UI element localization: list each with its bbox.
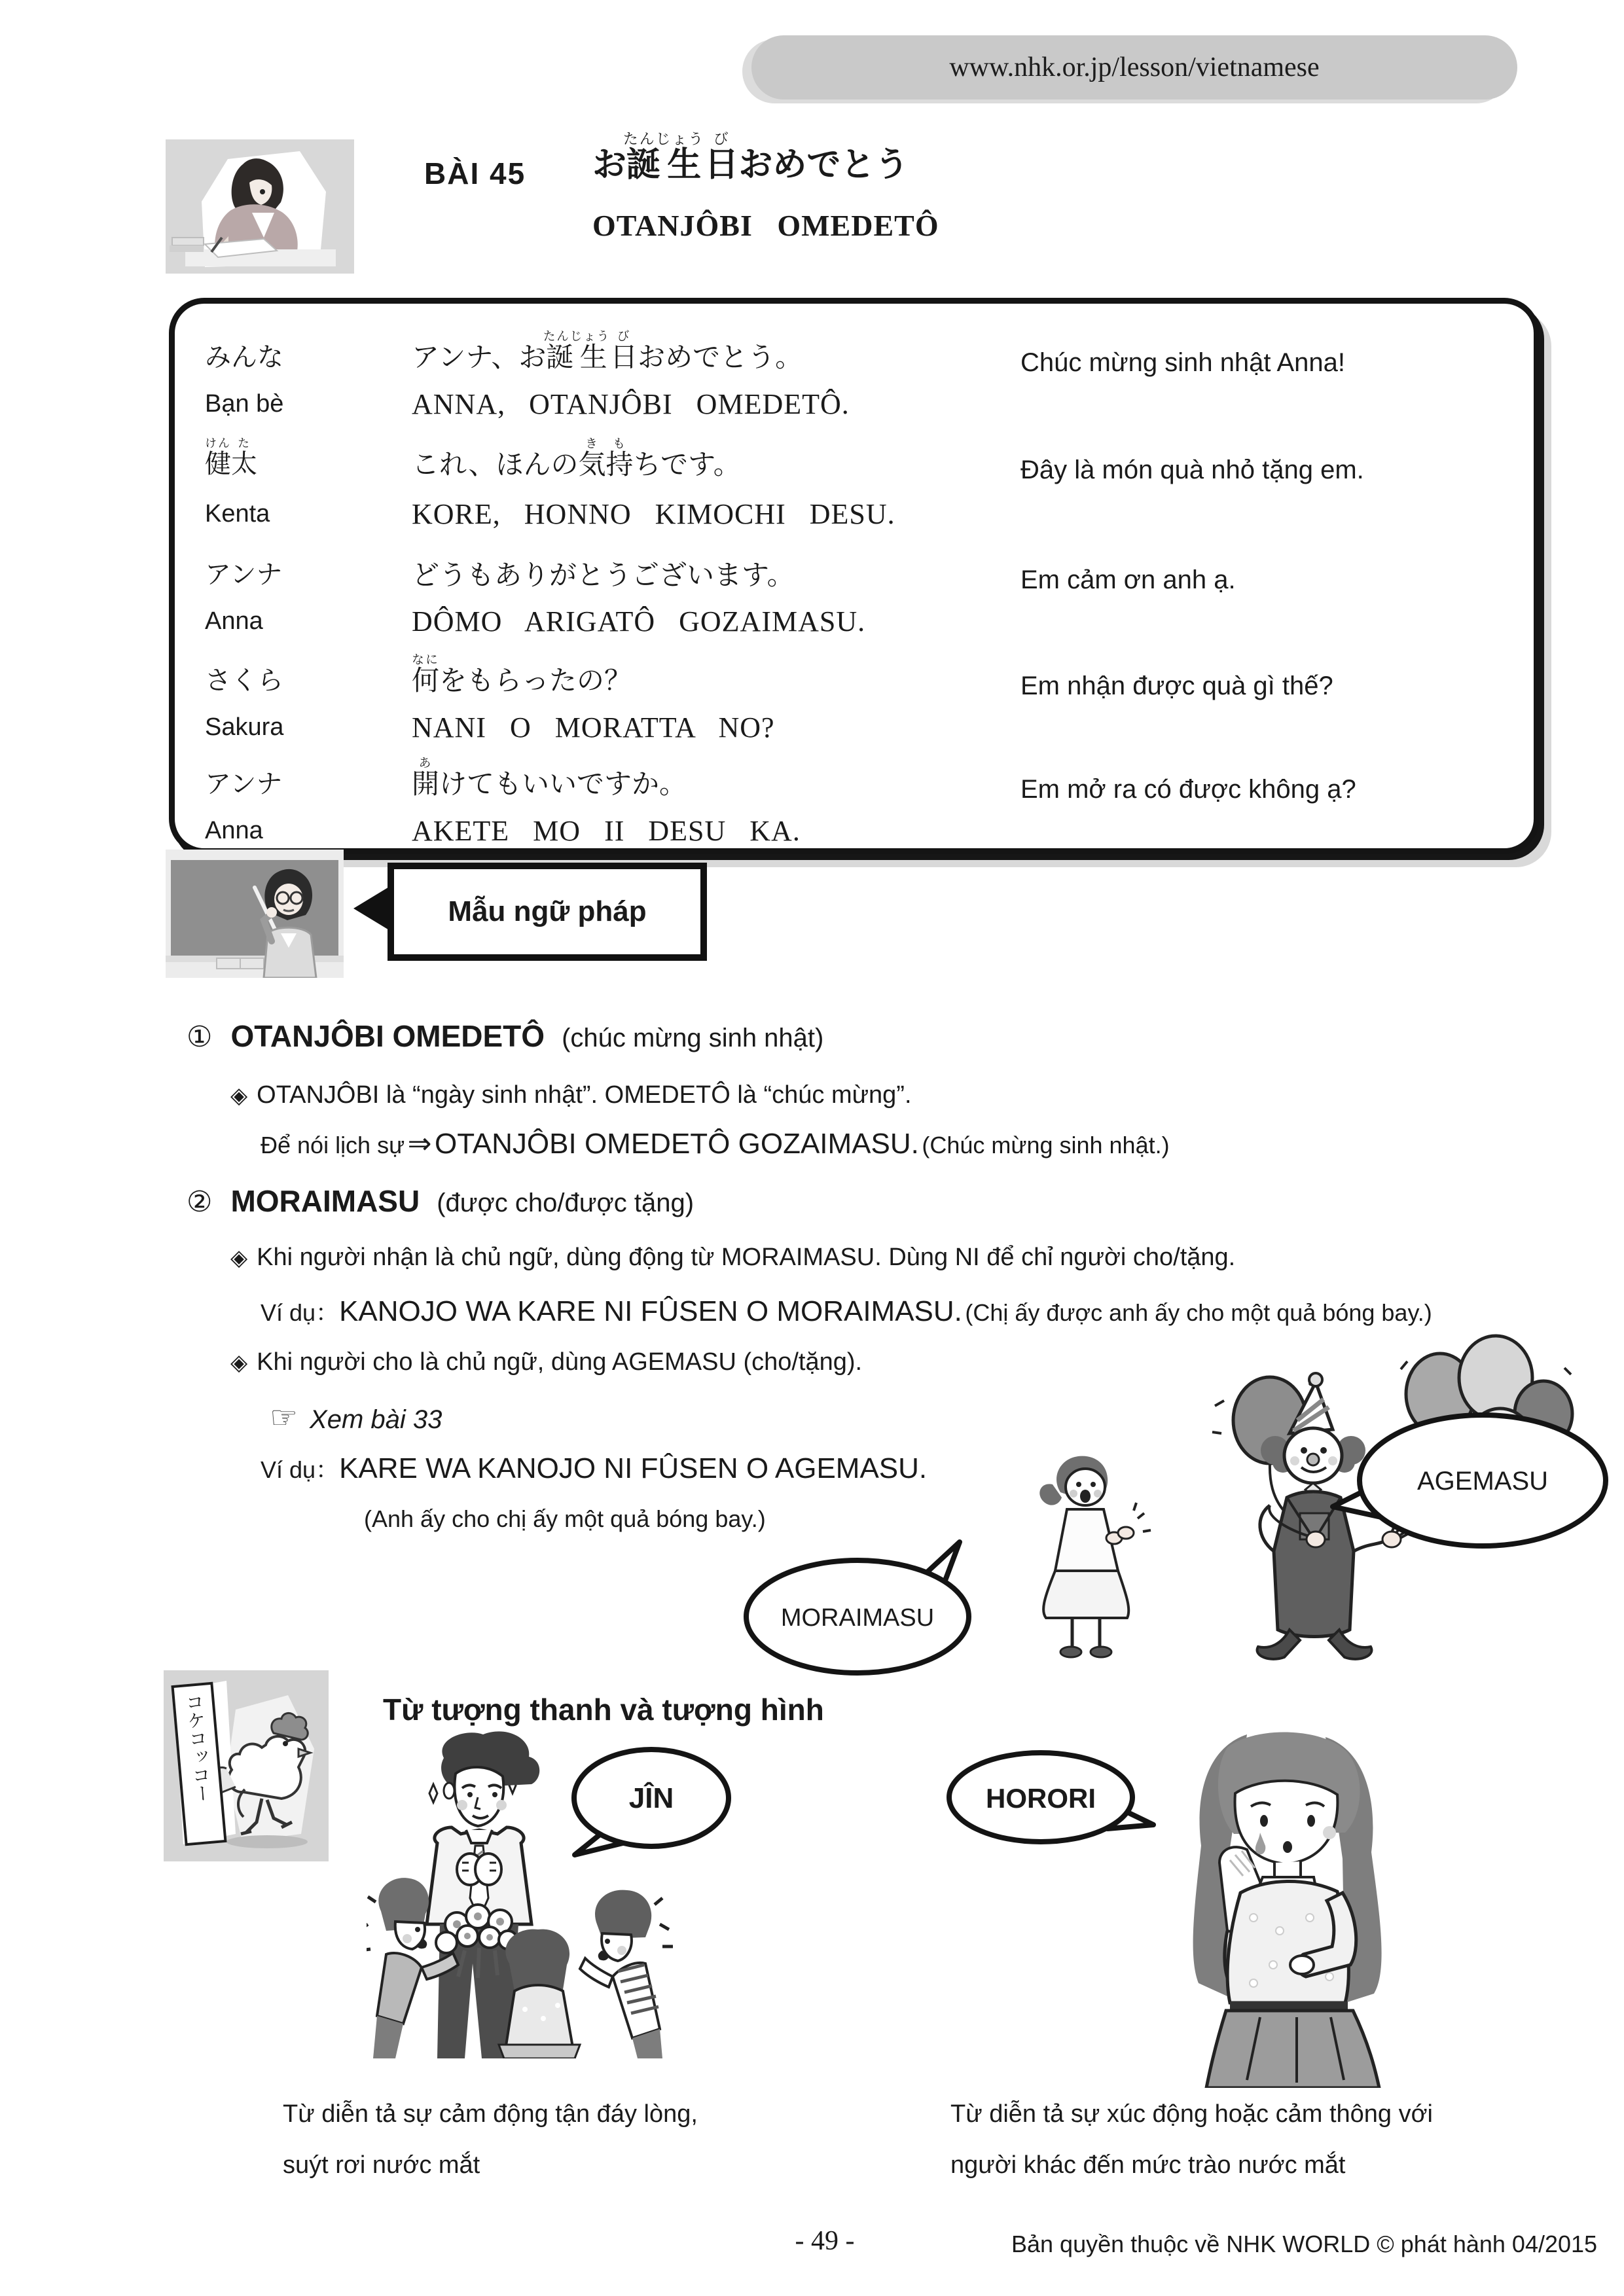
example-label: Ví dụ： [261, 1299, 340, 1326]
reference-text: Xem bài 33 [310, 1405, 442, 1434]
onomatopoeia-header: Từ tượng thanh và tượng hình [383, 1693, 824, 1727]
chicken-illustration [164, 1670, 329, 1861]
dialog-box [169, 298, 1540, 854]
speaker-japanese: アンナ [205, 769, 283, 799]
dialog-line-romaji: DÔMO ARIGATÔ GOZAIMASU. [412, 605, 866, 637]
moraimasu-speech-bubble [740, 1537, 988, 1677]
jin-label: JÎN [628, 1782, 674, 1814]
agemasu-label: AGEMASU [1416, 1467, 1549, 1496]
moraimasu-label: MORAIMASU [780, 1604, 935, 1632]
crying-woman-art [1149, 1721, 1430, 2088]
caption-jin-line1: Từ diễn tả sự cảm động tận đáy lòng, [283, 2100, 698, 2128]
example-sentence: KARE WA KANOJO NI FÛSEN O AGEMASU. [339, 1452, 928, 1484]
grammar-section-bubble [388, 863, 707, 961]
reference-line [270, 1399, 442, 1436]
jin-bubble-art [563, 1742, 733, 1863]
writer-girl-art [166, 139, 354, 274]
copyright-notice: Bản quyền thuộc về NHK WORLD © phát hành 04/2015 [1011, 2231, 1598, 2257]
grammar-bullet [230, 1081, 912, 1109]
circled-number-2: ② [187, 1186, 213, 1218]
speaker-latin: Anna [205, 607, 263, 635]
teacher-illustration [166, 850, 344, 978]
example-line-agemasu [261, 1452, 927, 1485]
site-url-pill [751, 35, 1517, 99]
speaker-japanese: アンナ [205, 560, 283, 590]
teacher-art [166, 850, 344, 978]
dialog-line-romaji: AKETE MO II DESU KA. [412, 815, 801, 847]
lesson-title-japanese: お誕生たんじょう日びおめでとう [592, 131, 909, 185]
moraimasu-bubble-art [740, 1537, 988, 1677]
writer-girl-illustration [166, 139, 354, 274]
jin-speech-bubble [563, 1742, 733, 1863]
caption-jin [283, 2089, 780, 2191]
example-translation: (Anh ấy cho chị ấy một quả bóng bay.) [364, 1505, 766, 1532]
horori-label: HORORI [986, 1783, 1096, 1814]
arrow-icon: ⇒ [407, 1128, 432, 1160]
caption-horori-line2: người khác đến mức trào nước mắt [950, 2151, 1346, 2179]
agemasu-speech-bubble [1329, 1407, 1610, 1558]
grammar-point-1-note: (chúc mừng sinh nhật) [562, 1024, 824, 1052]
dialog-row [175, 330, 1534, 435]
grammar-point-1-heading [187, 1018, 823, 1054]
speaker-latin: Kenta [205, 500, 270, 528]
speaker-latin: Sakura [205, 713, 284, 741]
lesson-title-romaji: OTANJÔBI OMEDETÔ [592, 209, 939, 242]
dialog-line-vietnamese: Em cảm ơn anh ạ. [1020, 565, 1236, 594]
dialog-row [175, 437, 1534, 542]
dialog-line-romaji: KORE, HONNO KIMOCHI DESU. [412, 498, 895, 530]
grammar-bullet [230, 1348, 862, 1376]
caption-jin-line2: suýt rơi nước mắt [283, 2151, 480, 2179]
diamond-bullet-icon: ◈ [230, 1246, 248, 1270]
speaker-latin: Bạn bè [205, 390, 284, 418]
dialog-line-japanese: 開あけてもいいですか。 [412, 757, 687, 800]
pointing-hand-icon: ☞ [270, 1401, 298, 1435]
polite-sentence: OTANJÔBI OMEDETÔ GOZAIMASU. [434, 1128, 919, 1160]
speaker-japanese: みんな [205, 342, 283, 372]
site-url: www.nhk.or.jp/lesson/vietnamese [949, 52, 1320, 82]
example-label: Ví dụ： [261, 1456, 340, 1483]
crying-woman-illustration [1149, 1721, 1430, 2088]
speaker-latin: Anna [205, 817, 263, 844]
grammar-bullet [230, 1244, 1235, 1272]
polite-label: Để nói lịch sự [261, 1132, 405, 1158]
dialog-line-romaji: NANI O MORATTA NO? [412, 711, 775, 744]
grammar-point-2-heading [187, 1183, 694, 1219]
diamond-bullet-icon: ◈ [230, 1350, 248, 1375]
polite-form-line [261, 1127, 1170, 1160]
dialog-line-japanese: アンナ、お誕生たんじょう日びおめでとう。 [412, 330, 803, 373]
grammar-point-1-title: OTANJÔBI OMEDETÔ [230, 1019, 545, 1053]
dialog-line-vietnamese: Chúc mừng sinh nhật Anna! [1020, 348, 1345, 377]
grammar-point-2-title: MORAIMASU [230, 1184, 420, 1218]
example-sentence: KANOJO WA KARE NI FÛSEN O MORAIMASU. [339, 1295, 962, 1327]
dialog-line-vietnamese: Em mở ra có được không ạ? [1020, 775, 1356, 804]
horori-bubble-art [943, 1746, 1159, 1854]
polite-translation: (Chúc mừng sinh nhật.) [922, 1132, 1170, 1158]
grammar-section-title: Mẫu ngữ pháp [448, 895, 647, 927]
dialog-row [175, 757, 1534, 861]
bullet-text: OTANJÔBI là “ngày sinh nhật”. OMEDETÔ là “chúc mừng”. [257, 1081, 912, 1109]
diamond-bullet-icon: ◈ [230, 1083, 248, 1108]
circled-number-1: ① [187, 1021, 213, 1053]
chicken-cry-text: コケコッコー [182, 1691, 214, 1804]
dialog-line-japanese: どうもありがとうございます。 [412, 559, 795, 591]
speaker-japanese: 健けん太た [205, 437, 257, 479]
speaker-japanese: さくら [205, 666, 283, 696]
agemasu-bubble-art [1329, 1407, 1610, 1558]
dialog-line-japanese: これ、ほんの気き持もちです。 [412, 437, 741, 480]
dialog-line-vietnamese: Em nhận được quà gì thế? [1020, 672, 1333, 700]
lesson-number: BÀI 45 [424, 156, 526, 190]
caption-horori [950, 2089, 1526, 2191]
page-number: - 49 - [795, 2226, 855, 2256]
example-translation-line [364, 1505, 766, 1533]
example-translation: (Chị ấy được anh ấy cho một quả bóng bay.) [965, 1299, 1432, 1326]
dialog-line-romaji: ANNA, OTANJÔBI OMEDETÔ. [412, 388, 850, 420]
grammar-point-2-note: (được cho/được tặng) [437, 1189, 695, 1217]
dialog-row [175, 653, 1534, 758]
caption-horori-line1: Từ diễn tả sự xúc động hoặc cảm thông với [950, 2100, 1433, 2128]
dialog-line-japanese: 何なにをもらったの？ [412, 653, 632, 696]
dialog-row [175, 547, 1534, 652]
bullet-text: Khi người nhận là chủ ngữ, dùng động từ MORAIMASU. Dùng NI để chỉ người cho/tặng. [257, 1244, 1236, 1271]
horori-speech-bubble [943, 1746, 1159, 1854]
bullet-text: Khi người cho là chủ ngữ, dùng AGEMASU (cho/tặng). [257, 1348, 863, 1376]
dialog-line-vietnamese: Đây là món quà nhỏ tặng em. [1020, 456, 1364, 484]
